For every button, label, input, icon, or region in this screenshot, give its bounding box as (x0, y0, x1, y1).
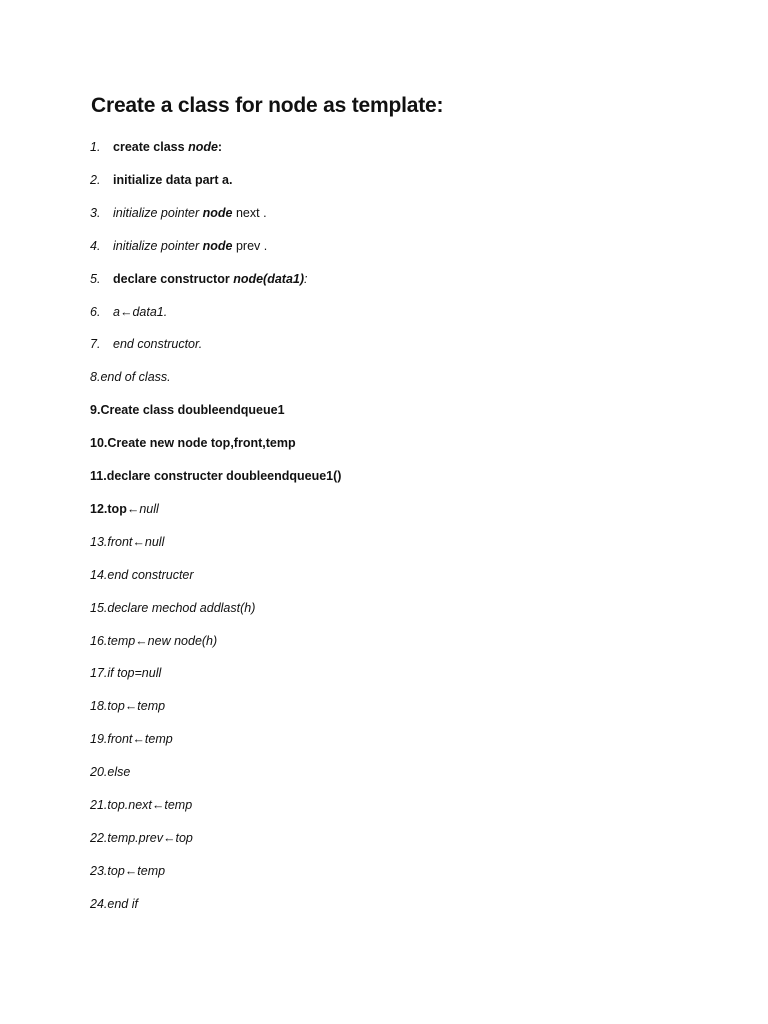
step-line (90, 302, 167, 322)
step-text: Create new node top,front,temp (107, 436, 296, 450)
step-text: front←temp (107, 732, 173, 746)
step-line (90, 203, 267, 223)
step-text: next . (232, 206, 267, 220)
step-number: 9. (90, 403, 101, 417)
step-number: 8. (90, 370, 101, 384)
step-text: end constructer (107, 568, 194, 582)
step-text: end of class. (100, 370, 171, 384)
step-text: declare constructer doubleendqueue1() (106, 469, 342, 483)
step-text: : (304, 272, 308, 286)
step-line (90, 269, 308, 289)
step-line (90, 795, 192, 815)
step-line (90, 828, 193, 848)
step-number: 6. (90, 305, 101, 319)
step-number: 7. (90, 337, 101, 351)
step-text: temp←new node(h) (107, 634, 218, 648)
step-text: initialize data part a. (113, 173, 233, 187)
step-number: 12. (90, 502, 108, 516)
step-line (90, 400, 285, 420)
step-text: front←null (107, 535, 165, 549)
step-number: 22. (90, 831, 108, 845)
step-text: if top=null (107, 666, 162, 680)
step-number: 5. (90, 272, 101, 286)
step-text: top.next←temp (107, 798, 193, 812)
step-text: node (202, 239, 233, 253)
step-text: else (107, 765, 131, 779)
step-number: 2. (90, 173, 101, 187)
step-number: 17. (90, 666, 108, 680)
step-line (90, 696, 165, 716)
step-number: 23. (90, 864, 108, 878)
step-line (90, 565, 194, 585)
step-number: 19. (90, 732, 108, 746)
step-line (90, 236, 267, 256)
page-title: Create a class for node as template: (91, 94, 444, 117)
step-line (90, 367, 171, 387)
step-text: initialize pointer (113, 206, 203, 220)
step-text: initialize pointer (113, 239, 203, 253)
step-number: 11. (90, 469, 107, 483)
step-number: 1. (90, 140, 101, 154)
step-text: end constructor. (113, 337, 203, 351)
step-number: 15. (90, 601, 108, 615)
step-line (90, 334, 202, 354)
step-text: declare mechod addlast(h) (107, 601, 256, 615)
step-text: node (188, 140, 218, 154)
step-line (90, 532, 164, 552)
step-line (90, 631, 217, 651)
step-text: node(data1) (233, 272, 305, 286)
step-text: : (217, 140, 223, 154)
step-line (90, 663, 161, 683)
step-line (90, 598, 255, 618)
step-number: 24. (90, 897, 108, 911)
step-line (90, 762, 130, 782)
step-text: create class (113, 140, 189, 154)
step-number: 16. (90, 634, 108, 648)
step-text: node (202, 206, 233, 220)
step-text: top← (107, 502, 140, 516)
step-text: a←data1. (113, 305, 168, 319)
step-line (90, 170, 232, 190)
step-text: top←temp (107, 699, 166, 713)
step-number: 3. (90, 206, 101, 220)
step-number: 4. (90, 239, 101, 253)
step-text: null (139, 502, 159, 516)
step-text: temp.prev←top (107, 831, 193, 845)
step-number: 18. (90, 699, 108, 713)
step-text: top←temp (107, 864, 166, 878)
step-line (90, 729, 173, 749)
step-number: 10. (90, 436, 108, 450)
step-number: 21. (90, 798, 108, 812)
step-line (90, 466, 341, 486)
step-line (90, 499, 159, 519)
step-number: 13. (90, 535, 108, 549)
step-line (90, 433, 296, 453)
step-number: 14. (90, 568, 108, 582)
step-text: Create class doubleendqueue1 (100, 403, 285, 417)
step-line (90, 861, 165, 881)
step-text: prev . (232, 239, 268, 253)
step-number: 20. (90, 765, 108, 779)
step-line (90, 894, 138, 914)
step-text: declare constructor (113, 272, 234, 286)
step-line (90, 137, 222, 157)
step-text: end if (107, 897, 138, 911)
